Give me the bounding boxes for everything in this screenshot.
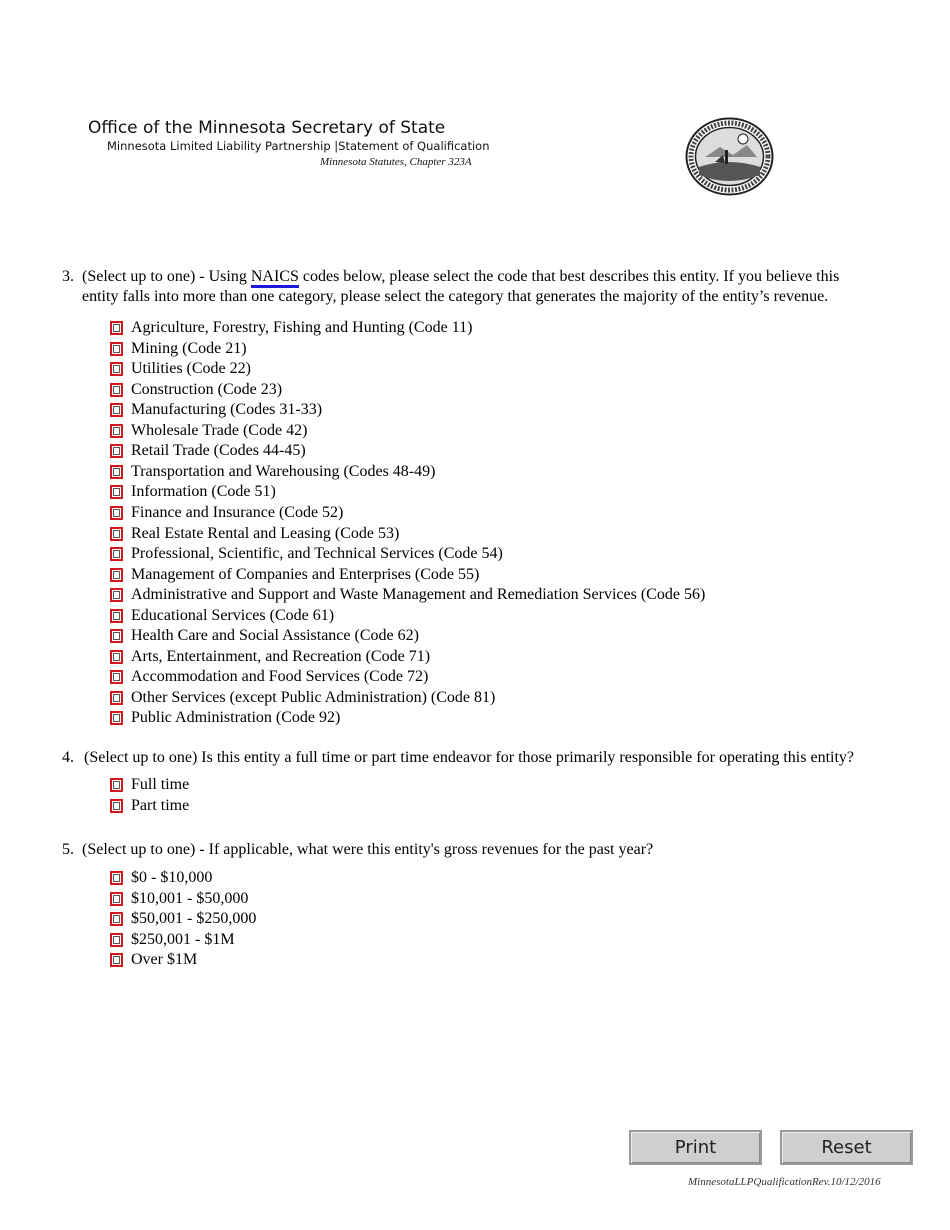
q4-option[interactable]: [110, 775, 189, 795]
checkbox[interactable]: [110, 506, 123, 520]
q3-option[interactable]: [110, 400, 322, 420]
q5-option[interactable]: [110, 889, 248, 909]
checkbox[interactable]: [110, 588, 123, 602]
option-label: Educational Services (Code 61): [131, 606, 335, 624]
question-4-number: 4.: [62, 749, 74, 766]
option-label: Full time: [131, 776, 190, 793]
q5-option[interactable]: [110, 909, 256, 929]
option-label: Real Estate Rental and Leasing (Code 53): [131, 524, 400, 542]
option-label: $50,001 - $250,000: [131, 910, 257, 928]
question-3-text-start: (Select up to one) - Using: [82, 268, 251, 285]
question-4-text: (Select up to one) Is this entity a full time or part time endeavor for those primarily responsible for operating this entity?: [84, 749, 855, 766]
question-5-number: 5.: [62, 841, 74, 858]
checkbox[interactable]: [110, 485, 123, 499]
option-label: Information (Code 51): [131, 483, 276, 501]
checkbox[interactable]: [110, 547, 123, 561]
q5-option[interactable]: [110, 930, 235, 950]
q3-option[interactable]: [110, 462, 435, 482]
q3-option[interactable]: [110, 359, 251, 379]
q3-option[interactable]: [110, 667, 428, 687]
checkbox[interactable]: [110, 465, 123, 479]
q5-option[interactable]: [110, 950, 197, 970]
q3-option[interactable]: [110, 421, 307, 441]
option-label: Mining (Code 21): [131, 339, 247, 357]
checkbox[interactable]: [110, 527, 123, 541]
option-label: Transportation and Warehousing (Codes 48-49): [131, 462, 436, 480]
option-label: Administrative and Support and Waste Management and Remediation Services (Code 56): [131, 586, 706, 604]
option-label: Arts, Entertainment, and Recreation (Code 71): [131, 647, 431, 665]
checkbox[interactable]: [110, 609, 123, 623]
option-label: $10,001 - $50,000: [131, 889, 249, 907]
great-seal-icon: [685, 117, 774, 196]
checkbox[interactable]: [110, 362, 123, 376]
print-button[interactable]: Print: [629, 1130, 762, 1165]
checkbox[interactable]: [110, 892, 123, 906]
checkbox[interactable]: [110, 444, 123, 458]
question-5: [62, 840, 922, 860]
checkbox[interactable]: [110, 933, 123, 947]
q3-option[interactable]: [110, 503, 343, 523]
statute-reference: Minnesota Statutes, Chapter 323A: [320, 156, 472, 168]
option-label: Construction (Code 23): [131, 380, 283, 398]
option-label: Manufacturing (Codes 31-33): [131, 401, 323, 419]
q4-option[interactable]: [110, 796, 189, 816]
q3-option[interactable]: [110, 441, 306, 461]
checkbox[interactable]: [110, 321, 123, 335]
office-title: Office of the Minnesota Secretary of State: [88, 118, 446, 138]
checkbox[interactable]: [110, 912, 123, 926]
option-label: Wholesale Trade (Code 42): [131, 421, 308, 439]
naics-link[interactable]: NAICS: [251, 268, 299, 288]
checkbox[interactable]: [110, 711, 123, 725]
question-3: [62, 267, 922, 309]
checkbox[interactable]: [110, 691, 123, 705]
option-label: Management of Companies and Enterprises (Code 55): [131, 565, 480, 583]
checkbox[interactable]: [110, 871, 123, 885]
option-label: Utilities (Code 22): [131, 360, 251, 378]
question-4: [62, 748, 922, 768]
checkbox[interactable]: [110, 383, 123, 397]
checkbox[interactable]: [110, 568, 123, 582]
q3-option[interactable]: [110, 708, 340, 728]
reset-button[interactable]: Reset: [780, 1130, 913, 1165]
option-label: Public Administration (Code 92): [131, 709, 341, 727]
q5-option[interactable]: [110, 868, 212, 888]
checkbox[interactable]: [110, 650, 123, 664]
option-label: Over $1M: [131, 951, 198, 969]
q3-option[interactable]: [110, 565, 479, 585]
q3-option[interactable]: [110, 606, 334, 626]
option-label: $0 - $10,000: [131, 869, 213, 886]
q3-option[interactable]: [110, 380, 282, 400]
q3-option[interactable]: [110, 339, 247, 359]
q3-option[interactable]: [110, 585, 705, 605]
question-3-text-line2: entity falls into more than one category, please select the category that generates the majority of the entity’s revenue.: [82, 288, 829, 305]
checkbox[interactable]: [110, 629, 123, 643]
q3-option[interactable]: [110, 524, 399, 544]
q3-option[interactable]: [110, 688, 495, 708]
checkbox[interactable]: [110, 799, 123, 813]
q3-option[interactable]: [110, 318, 472, 338]
option-label: Finance and Insurance (Code 52): [131, 503, 344, 521]
checkbox[interactable]: [110, 403, 123, 417]
q3-option[interactable]: [110, 544, 503, 564]
form-revision: MinnesotaLLPQualificationRev.10/12/2016: [688, 1176, 881, 1188]
option-label: $250,001 - $1M: [131, 930, 235, 948]
checkbox[interactable]: [110, 953, 123, 967]
option-label: Accommodation and Food Services (Code 72): [131, 668, 429, 686]
option-label: Professional, Scientific, and Technical Services (Code 54): [131, 545, 503, 563]
checkbox[interactable]: [110, 670, 123, 684]
question-3-number: 3.: [62, 268, 74, 285]
q3-option[interactable]: [110, 482, 276, 502]
option-label: Health Care and Social Assistance (Code 62): [131, 627, 419, 645]
q3-option[interactable]: [110, 626, 419, 646]
checkbox[interactable]: [110, 342, 123, 356]
question-5-text: (Select up to one) - If applicable, what were this entity's gross revenues for the past year?: [82, 841, 654, 858]
form-subtitle: Minnesota Limited Liability Partnership |Statement of Qualification: [107, 139, 490, 153]
question-3-text-line1-end: codes below, please select the code that best describes this entity. If you believe this: [298, 268, 840, 285]
option-label: Other Services (except Public Administration) (Code 81): [131, 688, 496, 706]
option-label: Retail Trade (Codes 44-45): [131, 442, 306, 460]
option-label: Part time: [131, 797, 190, 814]
checkbox[interactable]: [110, 778, 123, 792]
option-label: Agriculture, Forestry, Fishing and Hunting (Code 11): [131, 319, 473, 336]
q3-option[interactable]: [110, 647, 430, 667]
checkbox[interactable]: [110, 424, 123, 438]
